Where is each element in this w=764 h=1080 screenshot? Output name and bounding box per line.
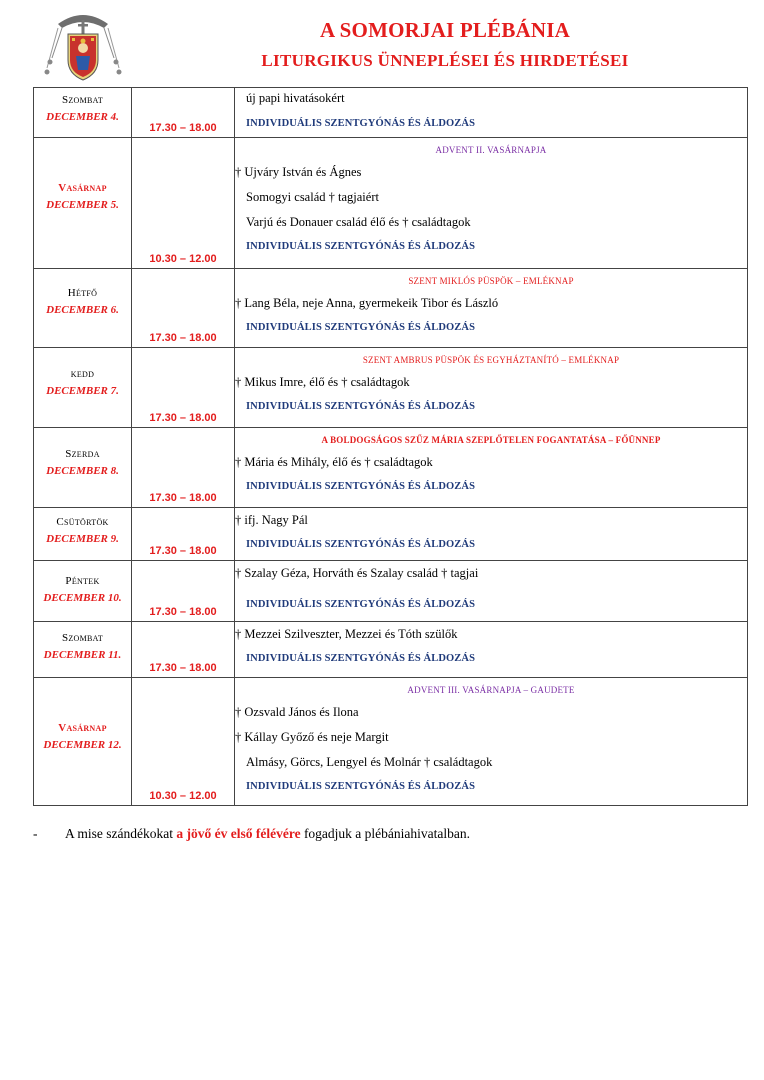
intention: † Szalay Géza, Horváth és Szalay család † tagjai xyxy=(235,566,479,580)
confession-label: INDIVIDUÁLIS SZENTGYÓNÁS ÉS ÁLDOZÁS xyxy=(246,599,476,610)
day-date: DECEMBER 9. xyxy=(46,533,119,545)
table-row xyxy=(34,508,748,561)
table-row xyxy=(34,269,748,348)
day-cell xyxy=(34,622,132,678)
time-cell xyxy=(132,88,235,138)
intentions-cell xyxy=(235,508,748,561)
confession-label: INDIVIDUÁLIS SZENTGYÓNÁS ÉS ÁLDOZÁS xyxy=(246,481,476,492)
intention: † Ujváry István és Ágnes xyxy=(235,165,362,179)
day-cell xyxy=(34,88,132,138)
intention: † Ozsvald János és Ilona xyxy=(235,705,359,719)
confession-label: INDIVIDUÁLIS SZENTGYÓNÁS ÉS ÁLDOZÁS xyxy=(246,241,476,252)
intention: Varjú és Donauer család élő és † családtagok xyxy=(246,215,471,229)
confession-label: INDIVIDUÁLIS SZENTGYÓNÁS ÉS ÁLDOZÁS xyxy=(246,539,476,550)
feast-label: A BOLDOGSÁGOS SZŰZ MÁRIA SZEPLŐTELEN FOGANTATÁSA – FŐÜNNEP xyxy=(321,435,661,445)
day-date: DECEMBER 6. xyxy=(46,304,119,316)
intention: Somogyi család † tagjaiért xyxy=(246,190,379,204)
day-date: DECEMBER 5. xyxy=(46,199,119,211)
day-name: Vasárnap xyxy=(58,722,107,734)
mass-time: 17.30 – 18.00 xyxy=(149,412,217,424)
mass-time: 17.30 – 18.00 xyxy=(149,545,217,557)
time-cell xyxy=(132,508,235,561)
day-name: Szombat xyxy=(61,632,104,644)
mass-time: 17.30 – 18.00 xyxy=(149,606,217,618)
day-name: Hétfő xyxy=(67,287,98,299)
time-cell xyxy=(132,138,235,269)
time-cell xyxy=(132,428,235,508)
notice-paragraph xyxy=(33,826,733,842)
day-date: DECEMBER 4. xyxy=(46,111,119,123)
confession-label: INDIVIDUÁLIS SZENTGYÓNÁS ÉS ÁLDOZÁS xyxy=(246,781,476,792)
table-row xyxy=(34,138,748,269)
table-row xyxy=(34,622,748,678)
mass-time: 17.30 – 18.00 xyxy=(149,662,217,674)
mass-time: 17.30 – 18.00 xyxy=(149,332,217,344)
confession-label: INDIVIDUÁLIS SZENTGYÓNÁS ÉS ÁLDOZÁS xyxy=(246,401,476,412)
feast-label: ADVENT II. VASÁRNAPJA xyxy=(435,145,547,155)
day-cell xyxy=(34,678,132,806)
mass-time: 17.30 – 18.00 xyxy=(149,122,217,134)
day-name: Szombat xyxy=(61,94,104,106)
table-row xyxy=(34,561,748,622)
time-cell xyxy=(132,269,235,348)
page-subtitle: LITURGIKUS ÜNNEPLÉSEI ÉS HIRDETÉSEI xyxy=(261,51,629,70)
intention: † Mikus Imre, élő és † családtagok xyxy=(235,375,410,389)
confession-label: INDIVIDUÁLIS SZENTGYÓNÁS ÉS ÁLDOZÁS xyxy=(246,118,476,129)
page-header xyxy=(0,0,764,88)
day-name: kedd xyxy=(70,368,95,380)
day-cell xyxy=(34,348,132,428)
page-title: A SOMORJAI PLÉBÁNIA xyxy=(320,18,570,42)
day-cell xyxy=(34,269,132,348)
intention: † ifj. Nagy Pál xyxy=(235,513,308,527)
intentions-cell xyxy=(235,622,748,678)
feast-label: SZENT MIKLÓS PÜSPÖK – EMLÉKNAP xyxy=(408,276,574,286)
coat-of-arms-icon xyxy=(44,10,122,86)
day-name: Csütörtök xyxy=(56,516,109,528)
day-name: Péntek xyxy=(65,575,100,587)
intention: új papi hivatásokért xyxy=(246,91,345,105)
intention: † Mária és Mihály, élő és † családtagok xyxy=(235,455,433,469)
day-name: Vasárnap xyxy=(58,182,107,194)
notice-highlight: a jövő év első félévére xyxy=(176,826,301,841)
confession-label: INDIVIDUÁLIS SZENTGYÓNÁS ÉS ÁLDOZÁS xyxy=(246,322,476,333)
confession-label: INDIVIDUÁLIS SZENTGYÓNÁS ÉS ÁLDOZÁS xyxy=(246,653,476,664)
notice-text: A mise szándékokat xyxy=(65,826,177,841)
day-cell xyxy=(34,561,132,622)
mass-time: 10.30 – 12.00 xyxy=(149,790,217,802)
time-cell xyxy=(132,561,235,622)
day-cell xyxy=(34,428,132,508)
table-row xyxy=(34,88,748,138)
intentions-cell xyxy=(235,678,748,806)
time-cell xyxy=(132,678,235,806)
intentions-cell xyxy=(235,269,748,348)
intentions-cell xyxy=(235,348,748,428)
bullet-dash: - xyxy=(33,826,38,841)
day-date: DECEMBER 8. xyxy=(46,465,119,477)
day-cell xyxy=(34,508,132,561)
intentions-cell xyxy=(235,428,748,508)
time-cell xyxy=(132,348,235,428)
day-date: DECEMBER 12. xyxy=(43,739,122,751)
mass-time: 10.30 – 12.00 xyxy=(149,253,217,265)
intention: Almásy, Görcs, Lengyel és Molnár † családtagok xyxy=(246,755,493,769)
day-date: DECEMBER 7. xyxy=(46,385,119,397)
table-row xyxy=(34,428,748,508)
table-row xyxy=(34,678,748,806)
intention: † Mezzei Szilveszter, Mezzei és Tóth szülők xyxy=(235,627,458,641)
mass-time: 17.30 – 18.00 xyxy=(149,492,217,504)
intentions-cell xyxy=(235,561,748,622)
intention: † Kállay Győző és neje Margit xyxy=(235,730,389,744)
day-date: DECEMBER 10. xyxy=(43,592,122,604)
mass-schedule-table xyxy=(33,87,748,806)
day-cell xyxy=(34,138,132,269)
intentions-cell xyxy=(235,88,748,138)
intentions-cell xyxy=(235,138,748,269)
day-date: DECEMBER 11. xyxy=(43,649,122,661)
table-row xyxy=(34,348,748,428)
notice-text-end: fogadjuk a plébániahivatalban. xyxy=(300,826,470,841)
feast-label: ADVENT III. VASÁRNAPJA – GAUDETE xyxy=(407,685,575,695)
time-cell xyxy=(132,622,235,678)
feast-label: SZENT AMBRUS PÜSPÖK ÉS EGYHÁZTANÍTÓ – EMLÉKNAP xyxy=(362,355,620,365)
intention: † Lang Béla, neje Anna, gyermekeik Tibor és László xyxy=(235,296,499,310)
day-name: Szerda xyxy=(65,448,100,460)
